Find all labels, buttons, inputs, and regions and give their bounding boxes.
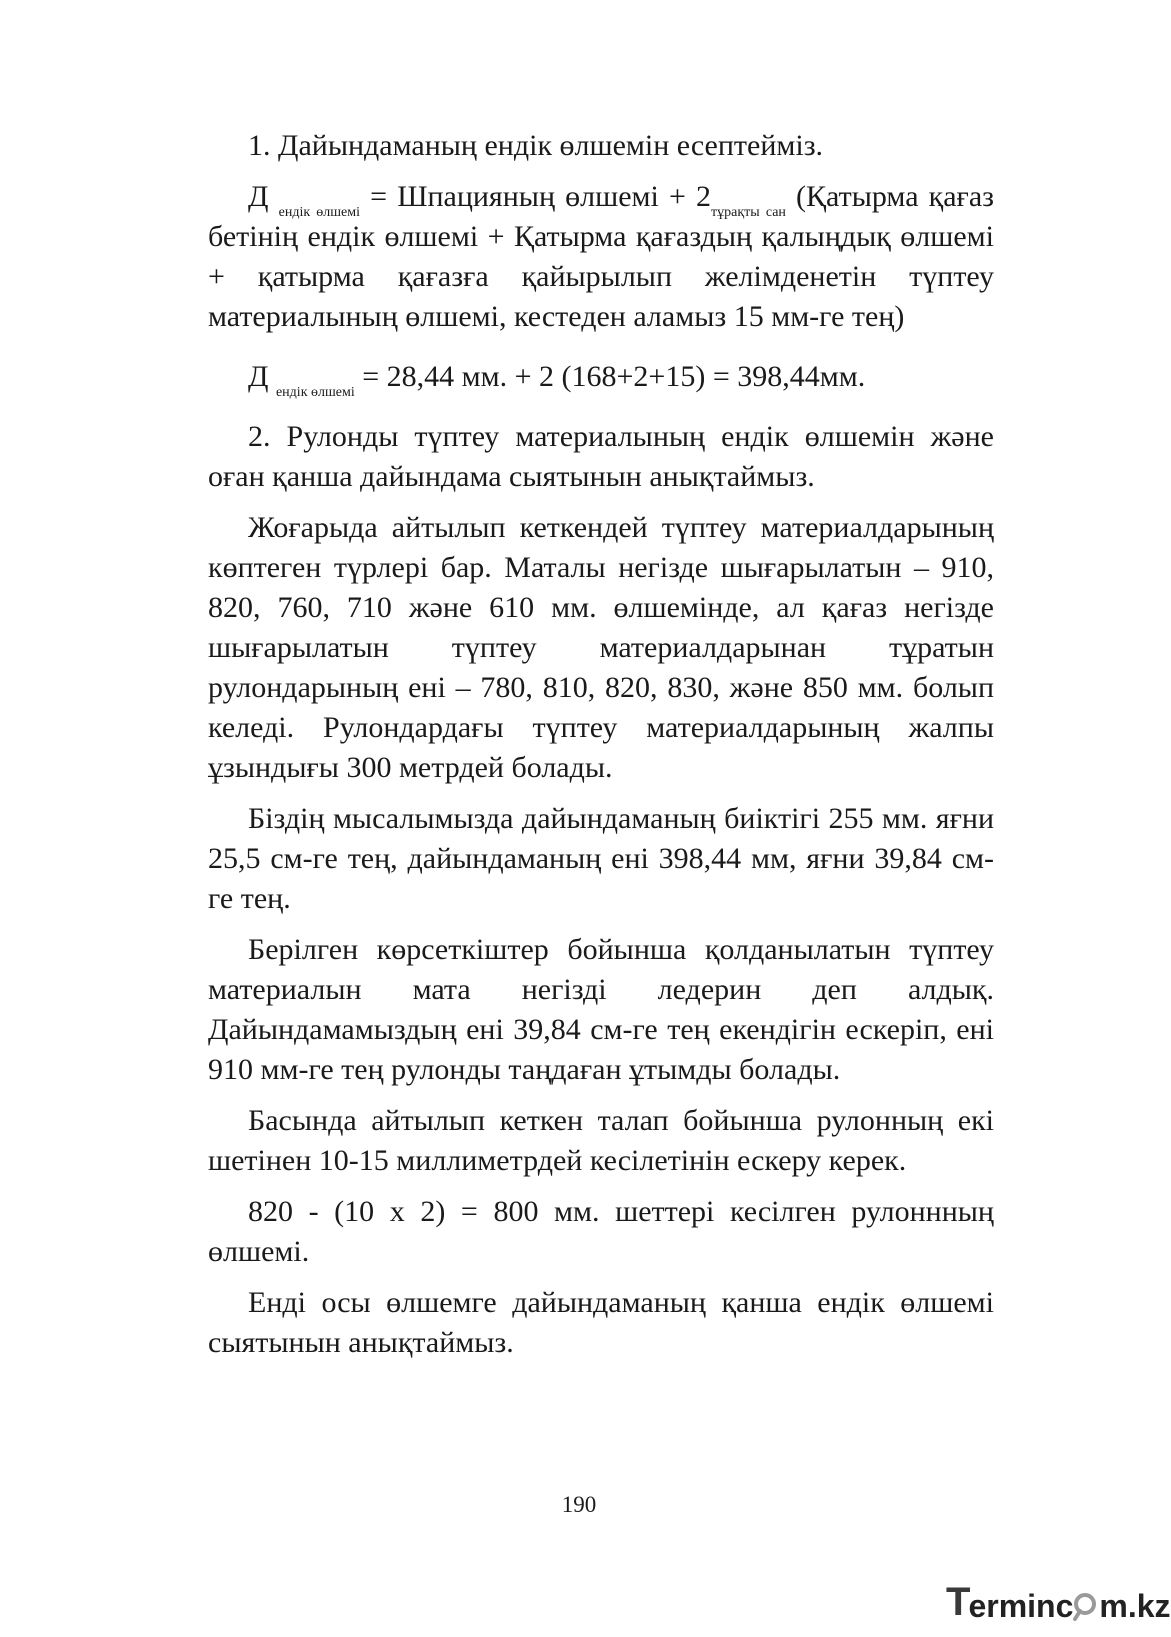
paragraph-trim-calculation: 820 - (10 х 2) = 800 мм. шеттері кесілген рулоннның өлшемі. — [208, 1195, 994, 1268]
paragraph-example: Біздің мысалымызда дайындаманың биіктігі 255 мм. яғни 25,5 см-ге тең, дайындаманың ені 398,44 мм, яғни 39,84 см-ге тең. — [208, 802, 994, 915]
logo-text-end: m.kz — [1099, 1588, 1171, 1624]
paragraph-width-calculation — [208, 357, 994, 400]
formula-symbol: Д — [248, 360, 269, 393]
paragraph-step-2: 2. Рулонды түптеу материалының ендік өлшемін және оған қанша дайындама сыятынын анықтаймыз. — [208, 420, 994, 493]
paragraph-trim-requirement: Басында айтылып кеткен талап бойынша рулонның екі шетінен 10-15 миллиметрдей кесілетінін ескеру керек. — [208, 1104, 994, 1177]
formula-explanation: (Қатырма қағаз бетінің ендік өлшемі + Қатырма қағаздың қалыңдық өлшемі + қатырма қағазға қайырылып желімденетін түптеу материалының өлшемі, кестеден аламыз 15 мм-ге тең) — [208, 180, 995, 333]
paragraph-step-1: 1. Дайындаманың ендік өлшемін есептейміз. — [248, 129, 824, 162]
formula-subscript-constant: тұрақты сан — [711, 205, 786, 220]
paragraph-materials: Жоғарыда айтылып кеткендей түптеу материалдарының көптеген түрлері бар. Маталы негізде шығарылатын – 910, 820, 760, 710 және 610 мм. өлшемінде, ал қағаз негізде шығарылатын түптеу материалдарынан тұратын рулондарының ені – 780, 810, 820, 830, және 850 мм. болып келеді. Рулондардағы түптеу материалдарының жалпы ұзындығы 300 метрдей болады. — [208, 511, 994, 784]
formula-text: = Шпацияның өлшемі + 2 — [360, 180, 712, 213]
formula-result: = 28,44 мм. + 2 (168+2+15) = 398,44мм. — [354, 360, 866, 393]
formula-symbol: Д — [248, 180, 269, 213]
paragraph-selection: Берілген көрсеткіштер бойынша қолданылатын түптеу материалын мата негізді ледерин деп алдық. Дайындамамыздың ені 39,84 см-ге тең екендігін ескеріп, ені 910 мм-ге тең рулонды таңдаған ұтымды болады. — [208, 933, 994, 1086]
page-body — [208, 126, 994, 1363]
paragraph-width-formula — [208, 177, 994, 337]
paragraph-next-step: Енді осы өлшемге дайындаманың қанша ендік өлшемі сыятынын анықтаймыз. — [208, 1286, 994, 1359]
page-number: 190 — [561, 1492, 597, 1517]
formula-subscript: ендік өлшемі — [275, 385, 355, 400]
logo-text-middle: erminc — [968, 1588, 1074, 1624]
terminkom-logo — [946, 1580, 1171, 1625]
magnifier-icon — [1073, 1591, 1099, 1623]
formula-subscript: ендік өлшемі — [278, 205, 360, 220]
logo-letter-t: T — [946, 1580, 971, 1624]
